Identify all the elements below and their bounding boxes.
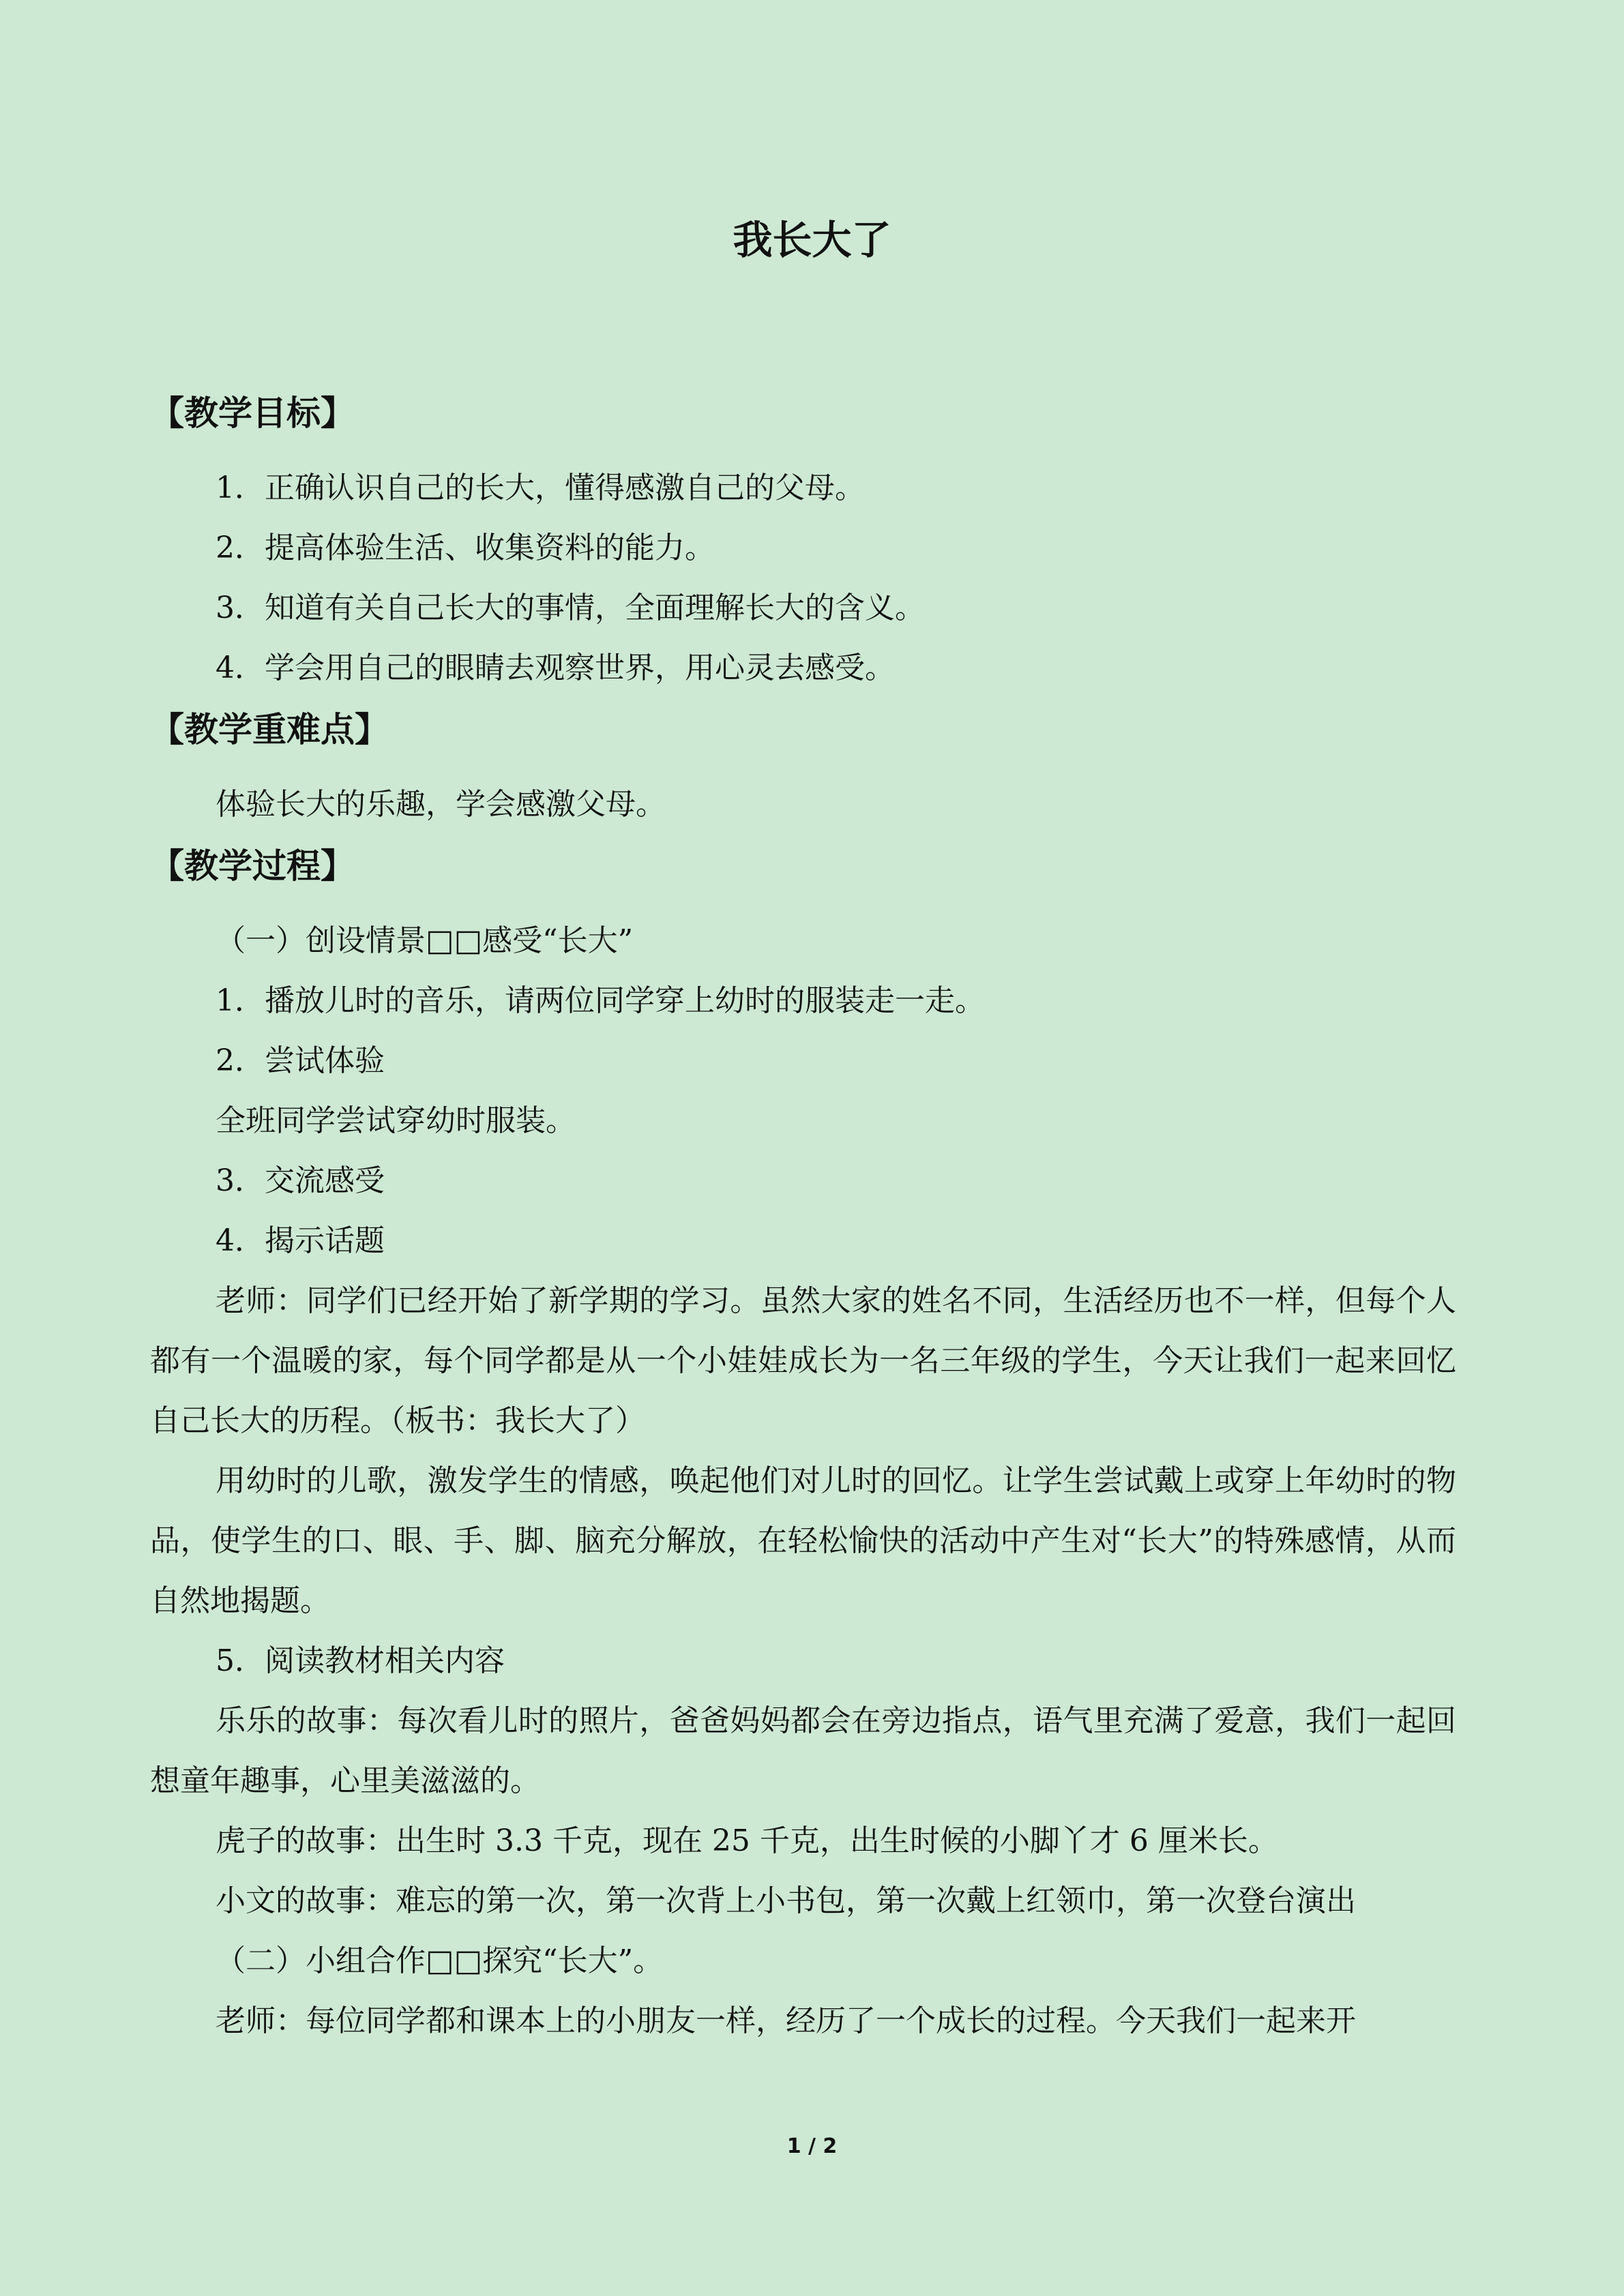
- story-lele-paragraph: 乐乐的故事：每次看儿时的照片，爸爸妈妈都会在旁边指点，语气里充满了爱意，我们一起回想童年趣事，心里美滋滋的。: [150, 1703, 1456, 1798]
- process-step-text: 全班同学尝试穿幼时服装。: [216, 1103, 576, 1138]
- process-step: 1．播放儿时的音乐，请两位同学穿上幼时的服装走一走。: [216, 983, 985, 1018]
- section-heading-key-points: 【教学重难点】: [150, 710, 389, 749]
- section-heading-goals: 【教学目标】: [150, 393, 355, 433]
- page-number: 1 / 2: [786, 2134, 838, 2158]
- process-step: 5．阅读教材相关内容: [216, 1643, 505, 1678]
- section-heading-process: 【教学过程】: [150, 846, 355, 886]
- process-part1-title: （一）创设情景□□感受“长大”: [216, 923, 634, 958]
- teacher-intro-paragraph: 老师：同学们已经开始了新学期的学习。虽然大家的姓名不同，生活经历也不一样，但每个人都有一个温暖的家，每个同学都是从一个小娃娃成长为一名三年级的学生，今天让我们一起来回忆自己长大的历程。（板书：我长大了）: [150, 1283, 1456, 1438]
- rationale-paragraph: 用幼时的儿歌，激发学生的情感，唤起他们对儿时的回忆。让学生尝试戴上或穿上年幼时的物品，使学生的口、眼、手、脚、脑充分解放，在轻松愉快的活动中产生对“长大”的特殊感情，从而自然地揭题。: [150, 1463, 1456, 1618]
- document-body: [150, 382, 1456, 2051]
- key-points-text: 体验长大的乐趣，学会感激父母。: [216, 787, 666, 822]
- story-huzi-paragraph: 虎子的故事：出生时 3.3 千克，现在 25 千克，出生时候的小脚丫才 6 厘米长。: [216, 1823, 1278, 1858]
- process-part2-title: （二）小组合作□□探究“长大”。: [216, 1943, 664, 1978]
- process-step: 4．揭示话题: [216, 1223, 385, 1258]
- process-step: 2．尝试体验: [216, 1043, 385, 1078]
- goal-item: 4．学会用自己的眼睛去观察世界，用心灵去感受。: [216, 651, 895, 685]
- process-step: 3．交流感受: [216, 1163, 385, 1198]
- goal-item: 1．正确认识自己的长大，懂得感激自己的父母。: [216, 471, 865, 505]
- goal-item: 3．知道有关自己长大的事情，全面理解长大的含义。: [216, 591, 925, 625]
- goal-item: 2．提高体验生活、收集资料的能力。: [216, 531, 715, 565]
- document-title: 我长大了: [733, 217, 891, 263]
- story-xiaowen-paragraph: 小文的故事：难忘的第一次，第一次背上小书包，第一次戴上红领巾，第一次登台演出: [216, 1883, 1356, 1918]
- teacher-part2-paragraph: 老师：每位同学都和课本上的小朋友一样，经历了一个成长的过程。今天我们一起来开: [216, 2003, 1356, 2038]
